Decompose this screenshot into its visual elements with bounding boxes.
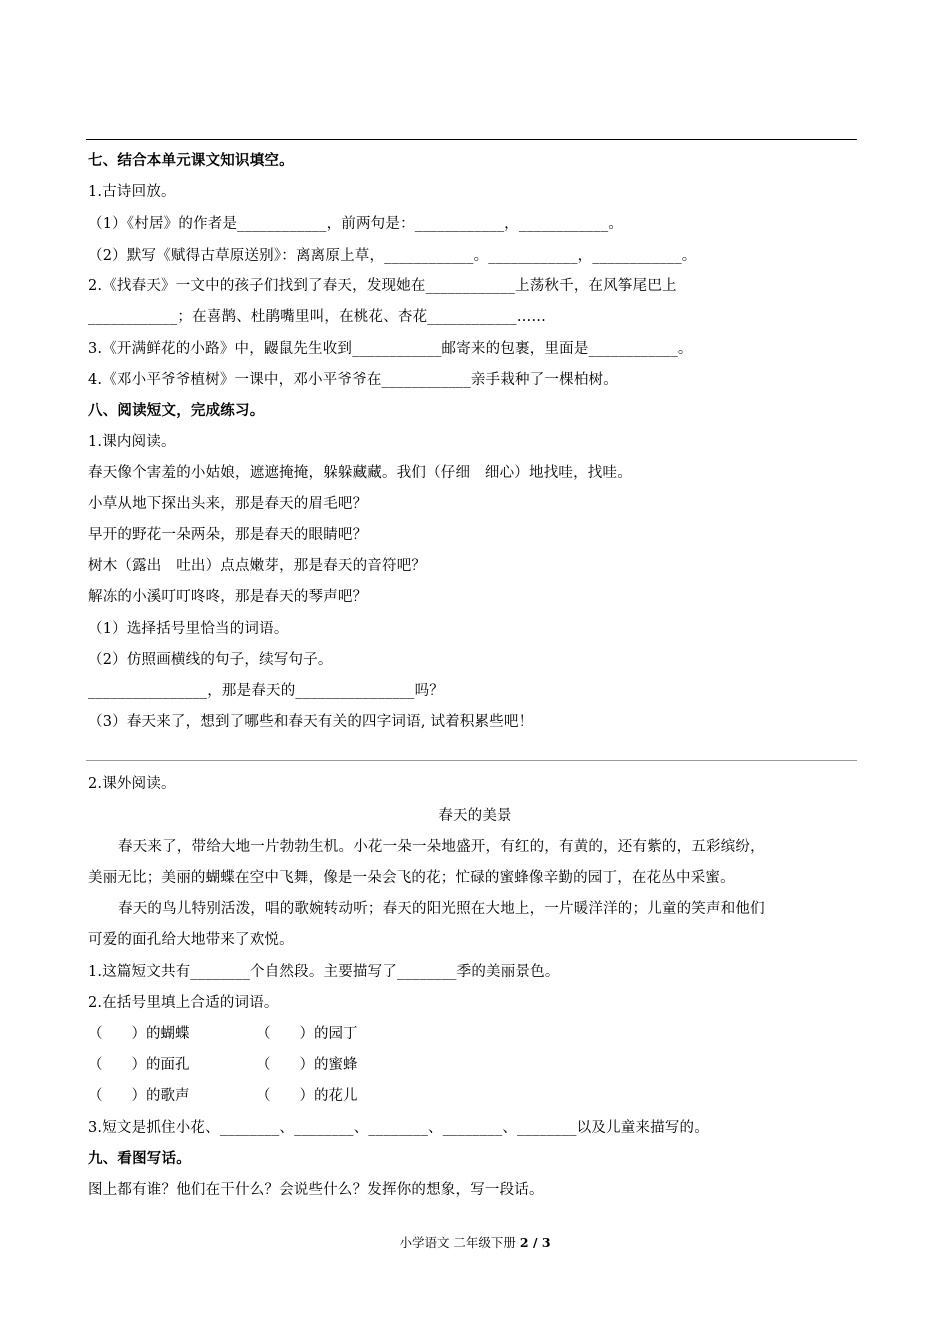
question-7-1: 1.古诗回放。: [88, 184, 176, 200]
exercise-1: 1.这篇短文共有________个自然段。主要描写了________季的美丽景色。: [88, 964, 560, 980]
passage-line-4: 树木（露出 吐出）点点嫩芽，那是春天的音符吧？: [88, 558, 427, 574]
exercise-3: 3.短文是抓住小花、________、________、________、________、________以及儿童来描写的。: [88, 1120, 709, 1136]
passage-line-2: 小草从地下探出头来，那是春天的眉毛吧？: [88, 496, 368, 512]
exercise-2-item-face: （ ）的面孔: [88, 1057, 190, 1073]
top-divider: [86, 139, 857, 140]
article-para-1-line-1: 春天来了，带给大地一片勃勃生机。小花一朵一朵地盛开，有红的，有黄的，还有紫的，五彩缤纷，: [118, 839, 765, 855]
page-number: 2 / 3: [519, 1235, 551, 1250]
article-para-1-line-2: 美丽无比；美丽的蝴蝶在空中飞舞，像是一朵会飞的花；忙碌的蜜蜂像辛勤的园丁，在花丛中采蜜。: [88, 870, 735, 886]
question-7-2-line1: 2.《找春天》一文中的孩子们找到了春天，发现她在____________上荡秋千，在风筝尾巴上: [88, 278, 677, 294]
question-8-1-2-blank: ________________，那是春天的________________吗？: [88, 683, 444, 699]
footer-label: 小学语文 二年级下册: [399, 1235, 520, 1250]
section-divider: [86, 760, 857, 761]
question-8-2: 2.课外阅读。: [88, 776, 176, 792]
article-para-2-line-2: 可爱的面孔给大地带来了欢悦。: [88, 932, 294, 948]
exercise-2-item-butterfly: （ ）的蝴蝶: [88, 1026, 190, 1042]
question-7-1-2: （2）默写《赋得古草原送别》：离离原上草，____________。____________，____________。: [88, 248, 697, 264]
question-7-3: 3.《开满鲜花的小路》中，鼹鼠先生收到____________邮寄来的包裹，里面是____________。: [88, 341, 693, 357]
question-7-1-1: （1）《村居》的作者是____________，前两句是：____________，____________。: [88, 216, 623, 232]
section-8-title: 八、阅读短文，完成练习。: [88, 402, 265, 419]
page-footer: [0, 1234, 950, 1252]
article-para-2-line-1: 春天的鸟儿特别活泼，唱的歌婉转动听；春天的阳光照在大地上，一片暖洋洋的；儿童的笑声和他们: [118, 901, 765, 917]
question-8-1-2: （2）仿照画横线的句子，续写句子。: [88, 652, 333, 668]
passage-line-3: 早开的野花一朵两朵，那是春天的眼睛吧？: [88, 527, 368, 543]
section-9-title: 九、看图写话。: [88, 1150, 191, 1167]
question-8-1-3: （3）春天来了，想到了哪些和春天有关的四字词语, 试着积累些吧！: [88, 714, 534, 730]
exercise-2-item-flower: （ ）的花儿: [256, 1088, 358, 1104]
section-9-prompt: 图上都有谁？他们在干什么？会说些什么？发挥你的想象，写一段话。: [88, 1182, 544, 1198]
passage-line-5: 解冻的小溪叮叮咚咚，那是春天的琴声吧？: [88, 589, 368, 605]
section-7-title: 七、结合本单元课文知识填空。: [88, 152, 294, 169]
exercise-2-item-gardener: （ ）的园丁: [256, 1026, 358, 1042]
exercise-2-item-bee: （ ）的蜜蜂: [256, 1057, 358, 1073]
exercise-2-item-song: （ ）的歌声: [88, 1088, 190, 1104]
passage-line-1: 春天像个害羞的小姑娘，遮遮掩掩，躲躲藏藏。我们（仔细 细心）地找哇，找哇。: [88, 465, 632, 481]
question-8-1-1: （1）选择括号里恰当的词语。: [88, 621, 289, 637]
question-8-1: 1.课内阅读。: [88, 434, 176, 450]
question-7-2-line2: ____________；在喜鹊、杜鹃嘴里叫，在桃花、杏花____________……: [88, 309, 547, 325]
exercise-2: 2.在括号里填上合适的词语。: [88, 995, 279, 1011]
question-7-4: 4.《邓小平爷爷植树》一课中，邓小平爷爷在____________亲手栽种了一棵柏树。: [88, 372, 618, 388]
article-title: 春天的美景: [438, 808, 512, 824]
